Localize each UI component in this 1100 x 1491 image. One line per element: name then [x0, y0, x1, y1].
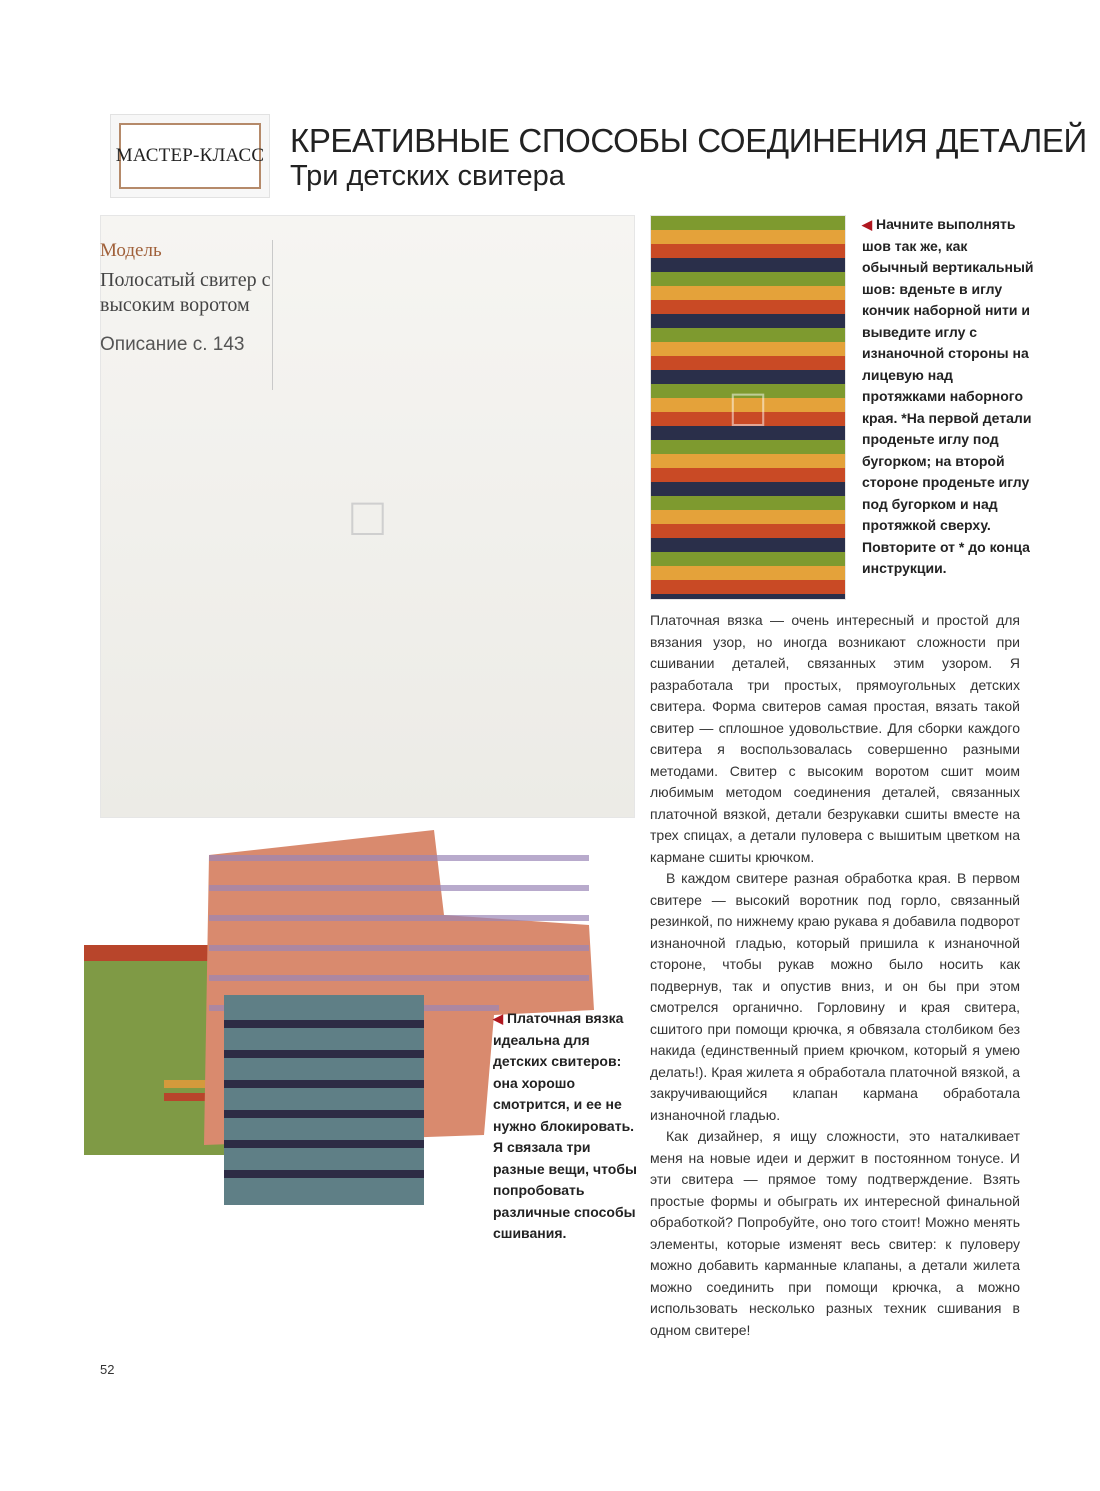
closeup-caption: [862, 214, 1037, 580]
model-label: Модель: [100, 240, 162, 261]
photo-icon: □: [351, 486, 384, 547]
article-body: [650, 610, 1020, 1341]
body-paragraph: Как дизайнер, я ищу сложности, это наталкивает меня на новые идеи и держит в постоянном тонусе. И эти свитера — прямое тому подтверждение. Взять простые формы и обыграть их интересной финальной обработкой? Попробуйте, оно того стоит! Можно менять элементы, которые изменят весь свитер: к пуловеру можно добавить карманные клапаны, а детали жилета можно соединить при помощи крючка, а можно использовать несколько разных техник сшивания в одном свитере!: [650, 1128, 1020, 1338]
section-badge-frame: [115, 123, 265, 189]
body-paragraph: Платочная вязка — очень интересный и простой для вязания узор, но иногда возникают сложности при сшивании деталей, связанных этим узором. Я разработала три простых, прямоугольных детских свитера. Форма свитеров самая простая, вязать такой свитер — сплошное удовольствие. Для сборки каждого свитера я воспользовалась совершенно разными методами. Свитер с высоким воротом сшит моим любимым методом соединения деталей, связанных платочной вязкой, детали безрукавки сшиты вместе на трех спицах, а детали пуловера с вышитым цветком на кармане сшиты крючком.: [650, 612, 1020, 865]
model-description-ref: Описание с. 143: [100, 334, 245, 355]
sweaters-caption-text: Платочная вязка идеальна для детских свитеров: она хорошо смотрится, и ее не нужно блокировать. Я связала три разные вещи, чтобы попробовать различные способы сшивания.: [493, 1010, 637, 1241]
photo-icon: □: [731, 377, 765, 438]
page-title: КРЕАТИВНЫЕ СПОСОБЫ СОЕДИНЕНИЯ ДЕТАЛЕЙ: [290, 122, 1087, 159]
page-subtitle: Три детских свитера: [290, 160, 565, 192]
model-caption: [100, 240, 273, 390]
caption-arrow-icon: ◀: [493, 1011, 503, 1026]
model-name: Полосатый свитер с высоким воротом: [100, 269, 271, 316]
section-badge: [110, 114, 270, 198]
sweaters-caption: [493, 1008, 643, 1245]
caption-arrow-icon: ◀: [862, 217, 872, 232]
page-number: 52: [100, 1362, 115, 1377]
navy-striped-vest: [224, 995, 424, 1205]
body-paragraph: В каждом свитере разная обработка края. В первом свитере — высокий воротник под горло, связанный резинкой, по нижнему краю рукава я добавила подворот изнаночной гладью, который пришила к изнаночной стороне, чтобы рукав можно было носить как подвернув, так и опустив вниз, и он бы при этом смотрелся органично. Горловину и края свитера, сшитого при помощи крючка, я обвязала столбиком без накида (единственный прием крючком, который я умею делать!). Края жилета я обработала платочной вязкой, а закручивающийся клапан кармана обработала изнаночной гладью.: [650, 870, 1020, 1123]
closeup-caption-text: Начните выполнять шов так же, как обычный вертикальный шов: вденьте в иглу кончик наборной нити и выведите иглу с изнаночной стороны на лицевую над протяжками наборного края. *На первой детали проденьте иглу под бугорком; на второй стороне проденьте иглу под бугорком и над протяжкой сверху. Повторите от * до конца инструкции.: [862, 216, 1034, 576]
seam-closeup-photo: [650, 215, 846, 600]
section-badge-label: МАСТЕР-КЛАСС: [115, 145, 265, 166]
